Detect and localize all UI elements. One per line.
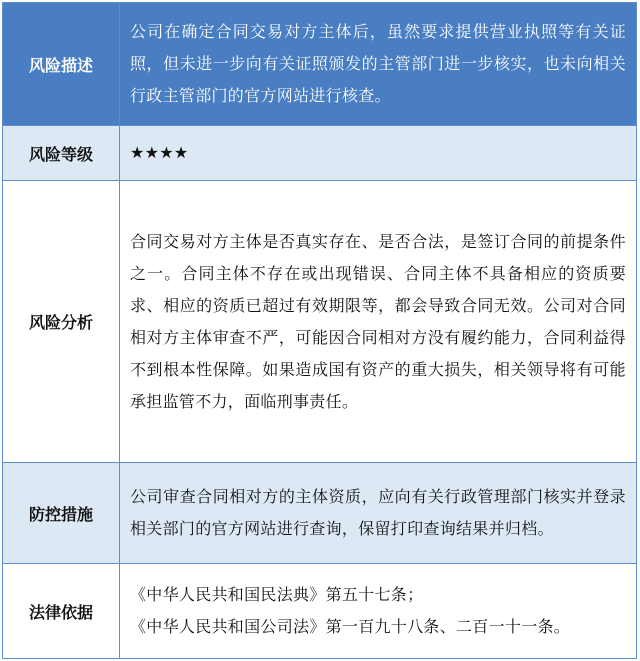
risk-description-text: 公司在确定合同交易对方主体后，虽然要求提供营业执照等有关证照，但未进一步向有关证照颁发的主管部门进一步核实，也未向相关行政主管部门的官方网站进行核查。 bbox=[120, 3, 637, 126]
control-measures-label: 防控措施 bbox=[3, 463, 120, 564]
legal-basis-content bbox=[120, 564, 637, 659]
row-legal-basis bbox=[3, 564, 637, 659]
risk-table bbox=[2, 2, 637, 659]
row-risk-analysis bbox=[3, 181, 637, 463]
row-risk-description bbox=[3, 3, 637, 126]
risk-analysis-text: 合同交易对方主体是否真实存在、是否合法，是签订合同的前提条件之一。合同主体不存在或出现错误、合同主体不具备相应的资质要求、相应的资质已超过有效期限等，都会导致合同无效。公司对合同相对方主体审查不严，可能因合同相对方没有履约能力，合同利益得不到根本性保障。如果造成国有资产的重大损失，相关领导将有可能承担监管不力，面临刑事责任。 bbox=[120, 181, 637, 463]
star-rating-icon: ★★★★ bbox=[130, 143, 189, 162]
risk-analysis-label: 风险分析 bbox=[3, 181, 120, 463]
legal-basis-line-2: 《中华人民共和国公司法》第一百九十八条、二百一十一条。 bbox=[130, 617, 571, 636]
row-control-measures bbox=[3, 463, 637, 564]
control-measures-text: 公司审查合同相对方的主体资质，应向有关行政管理部门核实并登录相关部门的官方网站进行查询，保留打印查询结果并归档。 bbox=[120, 463, 637, 564]
risk-level-stars bbox=[120, 126, 637, 181]
legal-basis-line-1: 《中华人民共和国民法典》第五十七条； bbox=[130, 585, 424, 604]
risk-level-label: 风险等级 bbox=[3, 126, 120, 181]
row-risk-level bbox=[3, 126, 637, 181]
legal-basis-label: 法律依据 bbox=[3, 564, 120, 659]
risk-description-label: 风险描述 bbox=[3, 3, 120, 126]
